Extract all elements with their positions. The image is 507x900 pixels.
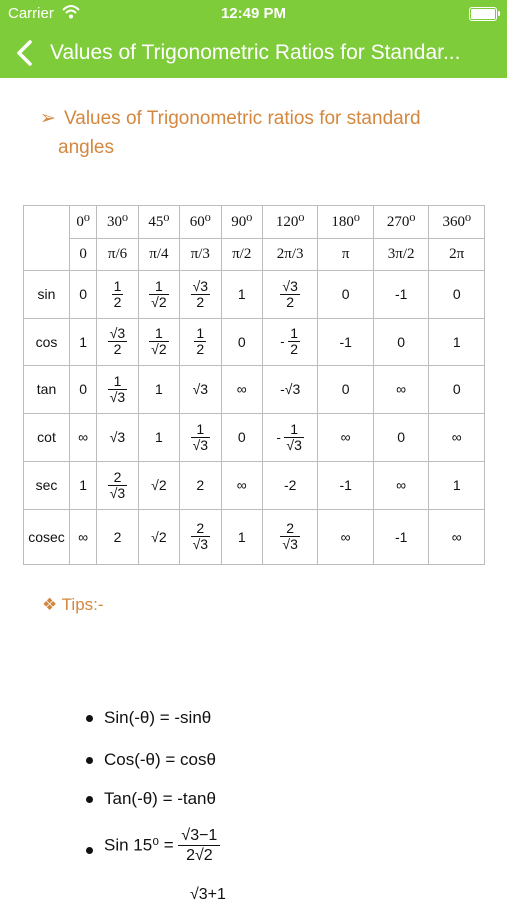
radian-header: π/3: [180, 238, 221, 271]
battery-icon: [469, 7, 497, 21]
row-label: cos: [24, 318, 70, 365]
table-cell: [262, 509, 318, 564]
table-cell: 1: [138, 365, 179, 413]
table-cell: [262, 318, 318, 365]
table-cell: [180, 413, 221, 461]
fraction-numerator: 1: [290, 325, 299, 342]
fraction: [112, 279, 124, 310]
table-cell: [138, 271, 179, 318]
degree-header: 270⁰: [373, 206, 429, 239]
table-cell: 1: [429, 318, 485, 365]
carrier-label: Carrier: [8, 5, 54, 22]
fraction-denominator: √2: [151, 341, 167, 358]
table-cell: [97, 461, 138, 509]
table-cell: -1: [318, 461, 374, 509]
degree-header: 120⁰: [262, 206, 318, 239]
bullet-icon: [86, 796, 93, 803]
radian-header: 0: [70, 238, 97, 271]
fraction-denominator: 2: [290, 341, 299, 358]
fraction-denominator: √3: [286, 436, 302, 453]
table-cell: [180, 318, 221, 365]
table-cell: ∞: [429, 413, 485, 461]
fraction-denominator: 2: [108, 341, 127, 357]
arrowhead-icon: ➢: [40, 108, 56, 129]
formula-lhs: Sin 15⁰ =: [104, 835, 179, 855]
fraction-numerator: 1: [113, 372, 122, 389]
fraction-numerator: √3−1: [181, 827, 218, 844]
heading-line-1: Values of Trigonometric ratios for standard: [64, 108, 421, 129]
table-cell: √2: [138, 509, 179, 564]
fraction-numerator: 1: [155, 277, 163, 294]
row-label: cot: [24, 413, 70, 461]
fraction-denominator: 2: [191, 294, 210, 310]
fraction: [108, 374, 127, 405]
table-cell: 2: [180, 461, 221, 509]
section-heading: [40, 104, 470, 162]
table-cell: 0: [70, 271, 97, 318]
formula-text: Cos(-θ) = cosθ: [104, 750, 216, 769]
table-cell: 0: [429, 271, 485, 318]
table-cell: [97, 271, 138, 318]
table-cell: -1: [373, 271, 429, 318]
table-cell: √3: [97, 413, 138, 461]
formula-numerator-partial: √3+1: [190, 886, 226, 900]
fraction-numerator: 1: [155, 325, 163, 342]
fraction-numerator: 2: [113, 468, 122, 485]
tips-heading: [42, 595, 104, 615]
table-cell: ∞: [373, 365, 429, 413]
row-label: tan: [24, 365, 70, 413]
table-cell: ∞: [221, 365, 262, 413]
fraction-denominator: √3: [109, 388, 126, 405]
table-cell: ∞: [429, 509, 485, 564]
table-cell: 1: [70, 318, 97, 365]
row-label: sec: [24, 461, 70, 509]
table-cell: √3: [180, 365, 221, 413]
fraction-numerator: 1: [113, 277, 122, 294]
table-cell: 0: [221, 413, 262, 461]
fraction-denominator: √3: [192, 536, 209, 553]
degree-header: 180⁰: [318, 206, 374, 239]
table-cell: 1: [138, 413, 179, 461]
table-cell: 1: [70, 461, 97, 509]
degree-header: 90⁰: [221, 206, 262, 239]
fraction: [280, 279, 299, 310]
table-cell: ∞: [70, 509, 97, 564]
table-cell: [180, 509, 221, 564]
table-cell: -√3: [262, 365, 318, 413]
table-cell: ∞: [221, 461, 262, 509]
table-cell: -1: [373, 509, 429, 564]
chevron-left-icon[interactable]: [10, 34, 40, 72]
minus-sign: -: [276, 429, 285, 445]
fraction: [194, 326, 206, 357]
table-cell: 0: [70, 365, 97, 413]
table-cell: 1: [221, 509, 262, 564]
degree-header: 60⁰: [180, 206, 221, 239]
fraction-numerator: 1: [196, 420, 205, 437]
table-cell: [262, 413, 318, 461]
formula-text: Tan(-θ) = -tanθ: [104, 789, 216, 808]
fraction: [108, 470, 127, 501]
radian-header: π/6: [97, 238, 138, 271]
formula-text: [104, 826, 220, 865]
fraction-denominator: 2: [280, 294, 299, 310]
fraction-numerator: √3: [192, 277, 209, 294]
page-title: Values of Trigonometric Ratios for Standar...: [50, 41, 461, 64]
table-cell: 0: [373, 318, 429, 365]
fraction-numerator: √3: [282, 277, 298, 294]
radian-header: π: [318, 238, 374, 271]
table-cell: 0: [221, 318, 262, 365]
degree-header: 45⁰: [138, 206, 179, 239]
table-cell: 0: [373, 413, 429, 461]
fraction-numerator: 1: [196, 325, 205, 342]
fraction-denominator: 2: [196, 341, 205, 358]
table-cell: 1: [221, 271, 262, 318]
table-row: [24, 271, 485, 318]
table-row: [24, 461, 485, 509]
minus-sign: -: [280, 334, 289, 350]
trig-ratios-table: [23, 205, 485, 565]
degree-header: 360⁰: [429, 206, 485, 239]
fraction: [280, 521, 299, 552]
table-cell: [262, 271, 318, 318]
radian-header: 3π/2: [373, 238, 429, 271]
fraction: [149, 279, 168, 310]
table-cell: ∞: [373, 461, 429, 509]
diamond-bullet-icon: ❖: [42, 595, 58, 614]
table-row: [24, 365, 485, 413]
table-cell: [97, 365, 138, 413]
bullet-icon: [86, 715, 93, 722]
table-cell: √2: [138, 461, 179, 509]
fraction: [284, 422, 303, 453]
degree-header: 0⁰: [70, 206, 97, 239]
table-cell: 1: [429, 461, 485, 509]
tips-label: Tips:-: [61, 595, 104, 614]
fraction: [191, 422, 210, 453]
table-cell: ∞: [318, 509, 374, 564]
fraction: [108, 326, 127, 357]
table-cell: [97, 318, 138, 365]
fraction-numerator: 2: [286, 520, 295, 537]
formula-text: Sin(-θ) = -sinθ: [104, 708, 212, 727]
fraction-numerator: √3: [109, 325, 126, 342]
fraction: [288, 326, 300, 357]
fraction: [191, 279, 210, 310]
table-cell: -2: [262, 461, 318, 509]
row-label: sin: [24, 271, 70, 318]
table-cell: 0: [318, 271, 374, 318]
table-row: [24, 318, 485, 365]
table-cell: [138, 318, 179, 365]
radian-header: π/2: [221, 238, 262, 271]
table-cell: [180, 271, 221, 318]
table-cell: 0: [429, 365, 485, 413]
radian-header: 2π: [429, 238, 485, 271]
bullet-icon: [86, 757, 93, 764]
fraction: [149, 326, 168, 357]
degree-header: 30⁰: [97, 206, 138, 239]
table-cell: ∞: [318, 413, 374, 461]
radian-header: π/4: [138, 238, 179, 271]
table-cell: ∞: [70, 413, 97, 461]
fraction-denominator: 2√2: [178, 845, 220, 865]
table-row: [24, 413, 485, 461]
navigation-bar: [0, 28, 507, 78]
fraction-denominator: √2: [151, 293, 167, 310]
table-cell: 0: [318, 365, 374, 413]
table-cell: -1: [318, 318, 374, 365]
table-row: [24, 509, 485, 564]
fraction-denominator: √3: [192, 436, 209, 453]
fraction-denominator: √3: [109, 484, 126, 501]
bullet-icon: [86, 847, 93, 854]
fraction-denominator: √3: [282, 536, 298, 553]
table-cell: 2: [97, 509, 138, 564]
fraction-denominator: 2: [113, 293, 122, 310]
fraction: [191, 521, 210, 552]
table-corner-cell: [24, 206, 70, 271]
fraction-numerator: 2: [196, 520, 205, 537]
fraction-numerator: 1: [290, 420, 299, 437]
row-label: cosec: [24, 509, 70, 564]
fraction: [178, 826, 220, 865]
status-bar: [0, 0, 507, 28]
clock: 12:49 PM: [220, 5, 287, 22]
heading-line-2: angles: [58, 137, 114, 158]
radian-header: 2π/3: [262, 238, 318, 271]
